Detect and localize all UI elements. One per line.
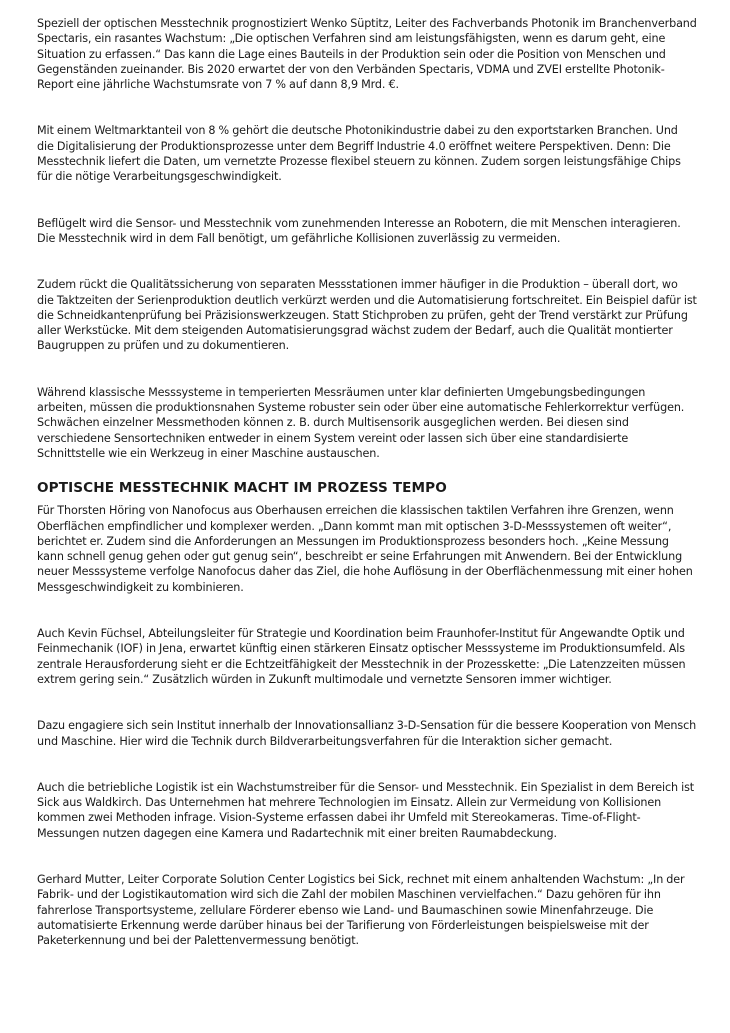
section-heading: OPTISCHE MESSTECHNIK MACHT IM PROZESS TEMPO	[37, 480, 447, 497]
paragraph-intro-3: Beflügelt wird die Sensor- und Messtechnik vom zunehmenden Interesse an Robotern, die mit Menschen interagieren. Die Messtechnik wird in dem Fall benötigt, um gefährliche Kollisionen zuverlässig zu vermeiden.	[37, 216, 681, 245]
article-page	[37, 16, 697, 948]
paragraph-section-3: Dazu engagiere sich sein Institut innerhalb der Innovationsallianz 3-D-Sensation für die bessere Kooperation von Mensch und Maschine. Hier wird die Technik durch Bildverarbeitungsverfahren für die Interaktion sicher gemacht.	[37, 719, 697, 748]
paragraph-section-5: Gerhard Mutter, Leiter Corporate Solution Center Logistics bei Sick, rechnet mit einem anhaltenden Wachstum: „In der Fabrik- und der Logistikautomation wird sich die Zahl der mobilen Maschinen vervielfachen.“ Dazu gehören für ihn fahrerlose Transportsysteme, zellulare Förderer ebenso wie Land- und Baumaschinen sowie Minenfahrzeuge. Die automatisierte Erkennung werde darüber hinaus bei der Tarifierung von Förderleistungen beispielsweise mit der Paketerkennung und bei der Palettenvermessung benötigt.	[37, 872, 685, 948]
paragraph-intro-1: Speziell der optischen Messtechnik prognostiziert Wenko Süptitz, Leiter des Fachverbands Photonik im Branchenverband Spectaris, ein rasantes Wachstum: „Die optischen Verfahren sind am leistungsfähigsten, wenn es darum geht, eine Situation zu erfassen.“ Das kann die Lage eines Bauteils in der Produktion sein oder die Position von Menschen und Gegenständen zueinander. Bis 2020 erwartet der von den Verbänden Spectaris, VDMA und ZVEI erstellte Photonik-Report eine jährliche Wachstumsrate von 7 % auf dann 8,9 Mrd. €.	[37, 17, 697, 92]
paragraph-section-4: Auch die betriebliche Logistik ist ein Wachstumstreiber für die Sensor- und Messtechnik. Ein Spezialist in dem Bereich ist Sick aus Waldkirch. Das Unternehmen hat mehrere Technologien im Einsatz. Allein zur Vermeidung von Kollisionen kommen zwei Methoden infrage. Vision-Systeme erfassen dabei ihr Umfeld mit Stereokameras. Time-of-Flight-Messungen nutzen dagegen eine Kamera und Radartechnik mit einer breiten Raumabdeckung.	[37, 780, 695, 840]
paragraph-section-1: Für Thorsten Höring von Nanofocus aus Oberhausen erreichen die klassischen taktilen Verfahren ihre Grenzen, wenn Oberflächen empfindlicher und komplexer werden. „Dann kommt man mit optischen 3-D-Messsystemen oft weiter“, berichtet er. Zudem sind die Anforderungen an Messungen im Produktionsprozess besonders hoch. „Keine Messung kann schnell genug gehen oder gut genug sein“, beschreibt er seine Erfahrungen mit Anwendern. Bei der Entwicklung neuer Messsysteme verfolge Nanofocus daher das Ziel, die hohe Auflösung in der Oberflächenmessung mit einer hohen Messgeschwindigkeit zu kombinieren.	[37, 504, 693, 594]
paragraph-section-2: Auch Kevin Füchsel, Abteilungsleiter für Strategie und Koordination beim Fraunhofer-Institut für Angewandte Optik und Feinmechanik (IOF) in Jena, erwartet künftig einen stärkeren Einsatz optischer Messsysteme im Produktionsumfeld. Als zentrale Herausforderung sieht er die Echtzeitfähigkeit der Messtechnik in der Prozesskette: „Die Latenzzeiten müssen extrem gering sein.“ Zusätzlich würden in Zukunft multimodale und vernetzte Sensoren immer wichtiger.	[37, 627, 686, 686]
paragraph-intro-4: Zudem rückt die Qualitätssicherung von separaten Messstationen immer häufiger in die Produktion – überall dort, wo die Taktzeiten der Serienproduktion deutlich verkürzt werden und die Automatisierung fortschreitet. Ein Beispiel dafür ist die Schneidkantenprüfung bei Präzisionswerkzeugen. Statt Stichproben zu prüfen, geht der Trend verstärkt zur Prüfung aller Werkstücke. Mit dem steigenden Automatisierungsgrad wächst zudem der Bedarf, auch die Qualität montierter Baugruppen zu prüfen und zu dokumentieren.	[37, 278, 697, 353]
paragraph-intro-2: Mit einem Weltmarktanteil von 8 % gehört die deutsche Photonikindustrie dabei zu den exportstarken Branchen. Und die Digitalisierung der Produktionsprozesse unter dem Begriff Industrie 4.0 eröffnet weitere Perspektiven. Denn: Die Messtechnik liefert die Daten, um vernetzte Prozesse flexibel steuern zu können. Zudem sorgen leistungsfähige Chips für die nötige Verarbeitungsgeschwindigkeit.	[37, 124, 681, 184]
paragraph-intro-5: Während klassische Messsysteme in temperierten Messräumen unter klar definierten Umgebungsbedingungen arbeiten, müssen die produktionsnahen Systeme robuster sein oder über eine automatische Fehlerkorrektur verfügen. Schwächen einzelner Messmethoden können z. B. durch Multisensorik ausgeglichen werden. Bei diesen sind verschiedene Sensortechniken entweder in einem System vereint oder lassen sich über eine standardisierte Schnittstelle wie ein Werkzeug in einer Maschine austauschen.	[37, 385, 685, 460]
